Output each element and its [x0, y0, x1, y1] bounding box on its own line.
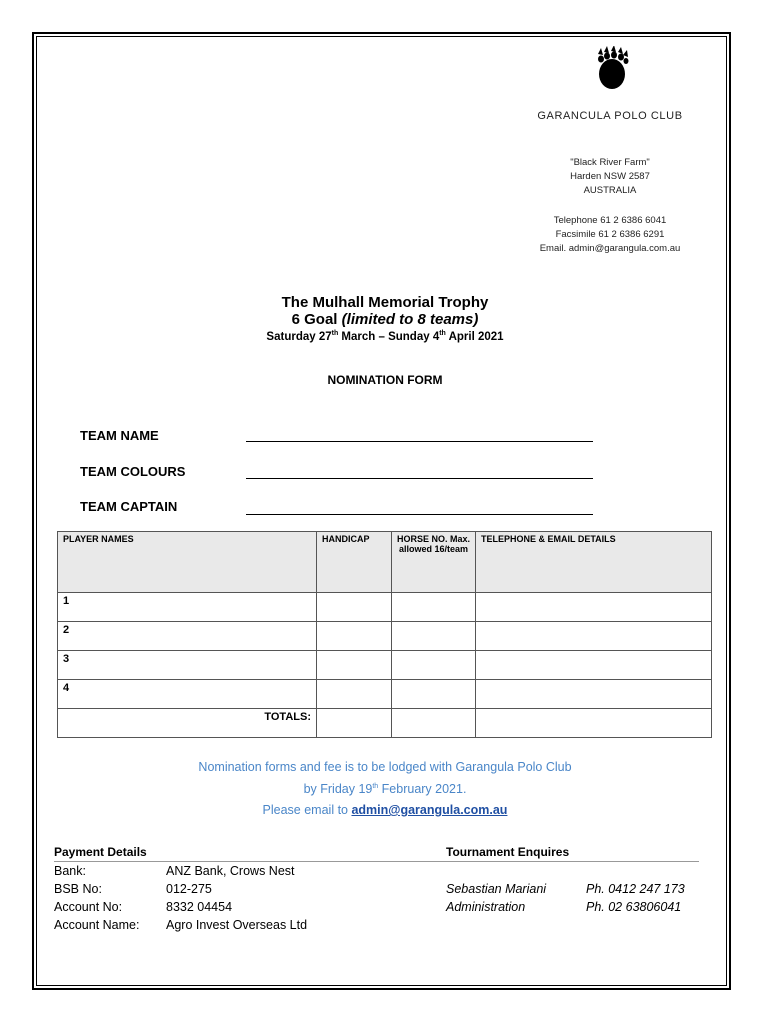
notice-line-2: [100, 782, 670, 796]
tournament-enquiries-title: Tournament Enquires: [446, 845, 570, 859]
account-name-label: Account Name:: [54, 918, 140, 932]
contact-details-header: TELEPHONE & EMAIL DETAILS: [476, 532, 712, 593]
bsb-label: BSB No:: [54, 882, 102, 896]
enquiry-contact-name: Administration: [446, 900, 526, 914]
account-number-label: Account No:: [54, 900, 123, 914]
enquiry-contact-phone: Ph. 02 63806041: [586, 900, 682, 914]
contact-cell[interactable]: [476, 680, 712, 709]
handicap-cell[interactable]: [317, 622, 392, 651]
telephone-line: Telephone 61 2 6386 6041: [553, 215, 667, 226]
club-address: [500, 156, 720, 198]
contact-total-cell: [476, 709, 712, 738]
date-part: Saturday 27: [266, 330, 332, 343]
account-number-value: 8332 04454: [166, 900, 233, 914]
totals-label: TOTALS:: [58, 709, 317, 738]
club-contact: [490, 214, 730, 256]
date-suffix: th: [439, 330, 446, 337]
date-part: March – Sunday 4: [338, 330, 440, 343]
handicap-cell[interactable]: [317, 680, 392, 709]
payment-details-title: Payment Details: [54, 845, 147, 859]
players-table: [57, 531, 712, 738]
enquiry-contact-phone: Ph. 0412 247 173: [586, 882, 685, 896]
contact-cell[interactable]: [476, 593, 712, 622]
goal-text: 6 Goal: [291, 311, 342, 328]
bear-paw-logo-icon: [592, 46, 632, 92]
facsimile-line: Facsimile 61 2 6386 6291: [555, 229, 665, 240]
event-dates: [170, 330, 600, 343]
section-divider: [54, 861, 699, 862]
date-suffix: th: [372, 782, 379, 790]
email-line: Email. admin@garangula.com.au: [539, 243, 681, 254]
player-cell[interactable]: 3: [58, 651, 317, 680]
account-name-value: Agro Invest Overseas Ltd: [166, 918, 308, 932]
handicap-cell[interactable]: [317, 651, 392, 680]
deadline-text: by Friday 19: [303, 782, 373, 796]
team-limit-text: (limited to 8 teams): [341, 311, 479, 328]
event-grade: [170, 311, 600, 328]
horse-number-header: HORSE NO. Max. allowed 16/team: [392, 532, 476, 593]
team-colours-field[interactable]: [246, 478, 593, 479]
enquiry-contact-name: Sebastian Mariani: [446, 882, 547, 896]
totals-row: [58, 709, 712, 738]
player-cell[interactable]: 1: [58, 593, 317, 622]
table-header-row: [58, 532, 712, 593]
table-row: [58, 680, 712, 709]
player-cell[interactable]: 4: [58, 680, 317, 709]
table-row: [58, 622, 712, 651]
contact-cell[interactable]: [476, 651, 712, 680]
deadline-text: February 2021.: [378, 782, 467, 796]
bank-value: ANZ Bank, Crows Nest: [166, 864, 295, 878]
event-title: The Mulhall Memorial Trophy: [281, 294, 489, 311]
bsb-value: 012-275: [166, 882, 212, 896]
team-name-label: TEAM NAME: [80, 428, 159, 443]
address-line: AUSTRALIA: [583, 185, 637, 196]
table-row: [58, 593, 712, 622]
team-name-field[interactable]: [246, 441, 593, 442]
contact-cell[interactable]: [476, 622, 712, 651]
team-captain-label: TEAM CAPTAIN: [80, 499, 178, 514]
team-colours-label: TEAM COLOURS: [80, 464, 186, 479]
player-names-header: PLAYER NAMES: [58, 532, 317, 593]
handicap-total-cell[interactable]: [317, 709, 392, 738]
notice-line-1: Nomination forms and fee is to be lodged with Garangula Polo Club: [198, 760, 572, 774]
email-link[interactable]: admin@garangula.com.au: [351, 803, 508, 817]
club-name: GARANCULA POLO CLUB: [537, 110, 683, 122]
handicap-header: HANDICAP: [317, 532, 392, 593]
horse-cell[interactable]: [392, 651, 476, 680]
horse-cell[interactable]: [392, 680, 476, 709]
notice-line-3: [100, 803, 670, 817]
email-prompt: Please email to: [262, 803, 352, 817]
date-part: April 2021: [445, 330, 504, 343]
horse-total-cell[interactable]: [392, 709, 476, 738]
bank-label: Bank:: [54, 864, 86, 878]
form-title: NOMINATION FORM: [327, 373, 443, 387]
event-title-block: [170, 294, 600, 343]
table-row: [58, 651, 712, 680]
team-captain-field[interactable]: [246, 514, 593, 515]
handicap-cell[interactable]: [317, 593, 392, 622]
horse-cell[interactable]: [392, 622, 476, 651]
horse-cell[interactable]: [392, 593, 476, 622]
address-line: Harden NSW 2587: [570, 171, 650, 182]
date-suffix: th: [331, 330, 339, 337]
address-line: "Black River Farm": [570, 157, 650, 168]
player-cell[interactable]: 2: [58, 622, 317, 651]
